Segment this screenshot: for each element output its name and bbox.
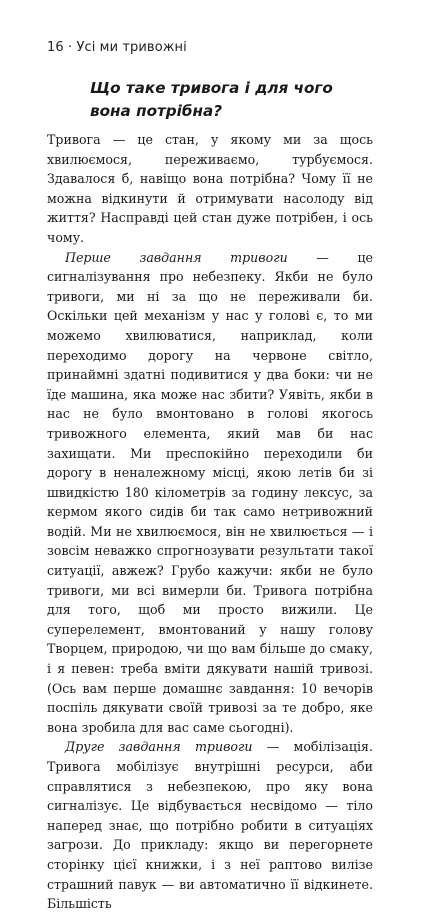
paragraph-lead: Друге завдання тривоги (65, 739, 253, 755)
paragraph-text: — мобілізація. Тривога мобілізує внутрішні ресурси, аби справлятися з небезпекою, про яку вона сигналізує. Це відбувається несвідомо — тіло наперед знає, що потрібно робити в ситуаціях загрози. До прикладу: якщо ви перегорнете сторінку цієї книжки, і з неї раптово вилізе страшний павук — ви автоматично її відкинете. Більшість (47, 739, 373, 912)
paragraph-second-task (47, 737, 373, 913)
header-separator: · (67, 40, 73, 55)
paragraph-text: Тривога — це стан, у якому ми за щось хвилюємося, переживаємо, турбуємося. Здавалося б, навіщо вона потрібна? Чому її не можна відкинути й отримувати насолоду від життя? Насправді цей стан дуже потрібен, і ось чому. (47, 132, 373, 245)
paragraph-text: — це сигналізування про небезпеку. Якби не було тривоги, ми ні за що не переживали би. Оскільки цей механізм у нас у голові є, то ми можемо хвилюватися, наприклад, коли переходимо дорогу на червоне світло, принаймні здатні подивитися у два боки: чи не їде машина, яка може нас збити? Уявіть, якби в нас не було вмонтовано в голові якогось тривожного елемента, який мав би нас захищати. Ми преспокійно переходили би дорогу в неналежному місці, якою летів би зі швидкістю 180 кілометрів за годину лексус, за кермом якого сидів би так само нетривожний водій. Ми не хвилюємося, він не хвилюється — і зовсім неважко спрогнозувати результати такої ситуації, авжеж? Грубо кажучи: якби не було тривоги, ми всі вимерли би. Тривога потрібна для того, щоб ми просто вижили. Це суперелемент, вмонтований у нашу голову Творцем, природою, чи що вам більше до смаку, і я певен: треба вміти дякувати нашій тривозі. (Ось вам перше домашнє завдання: 10 вечорів поспіль дякувати своїй тривозі за те добро, яке вона зробила для вас саме сьогодні). (47, 249, 374, 735)
paragraph-first-task (47, 248, 373, 738)
section-title: Що таке тривога і для чого вона потрібна? (90, 79, 333, 120)
page-number: 16 (47, 40, 64, 55)
paragraph-lead: Перше завдання тривоги (65, 249, 288, 265)
running-header (47, 40, 187, 55)
book-title: Усі ми тривожні (76, 40, 187, 55)
paragraph-intro (47, 130, 373, 248)
body-text (47, 130, 373, 914)
